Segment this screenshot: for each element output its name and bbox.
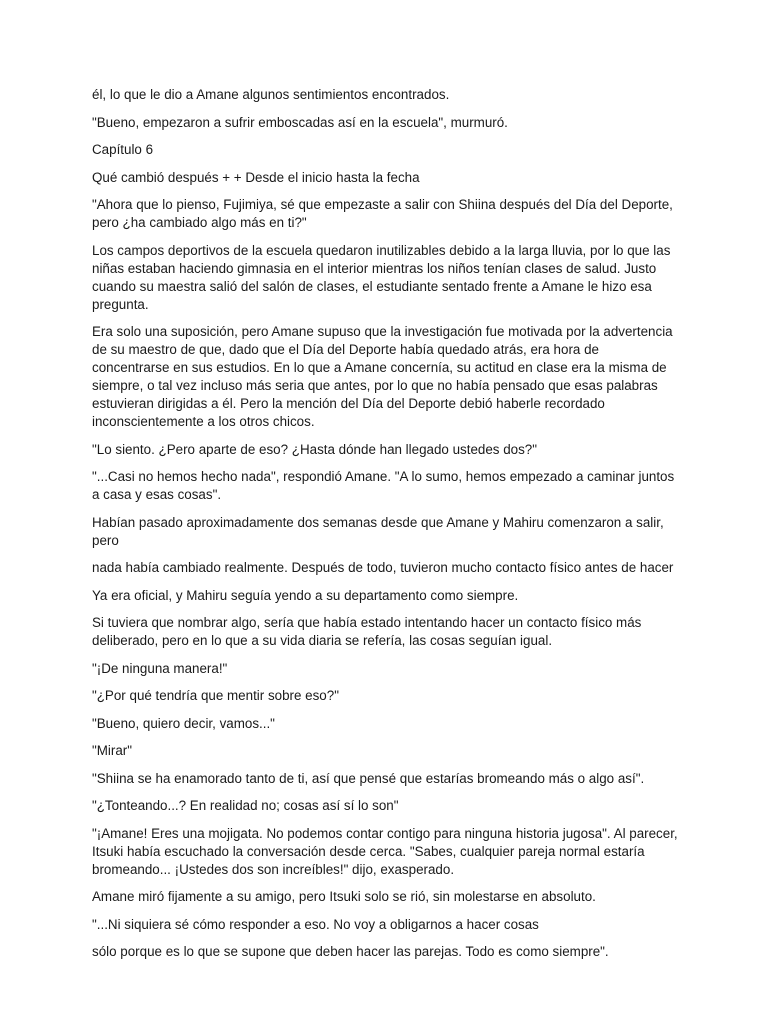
paragraph: "Mirar" bbox=[92, 743, 133, 758]
paragraph: "Ahora que lo pienso, Fujimiya, sé que empezaste a salir con Shiina después del Día del Deporte, pero ¿ha cambiado algo más en ti?" bbox=[92, 197, 673, 230]
paragraph: "...Ni siquiera sé cómo responder a eso. No voy a obligarnos a hacer cosas bbox=[92, 916, 539, 932]
paragraph: Los campos deportivos de la escuela quedaron inutilizables debido a la larga lluvia, por lo que las niñas estaban haciendo gimnasia en el interior mientras los niños tenían clases de salud. Justo cuando su maestra salió del salón de clases, el estudiante sentado frente a Amane le hizo esa pregunta. bbox=[92, 242, 671, 312]
paragraph: él, lo que le dio a Amane algunos sentimientos encontrados. bbox=[92, 87, 450, 102]
paragraph: "¡Amane! Eres una mojigata. No podemos contar contigo para ninguna historia jugosa". Al parecer, Itsuki había escuchado la conversación desde cerca. "Sabes, cualquier pareja normal estaría bromeando... ¡Ustedes dos son increíbles!" dijo, exasperado. bbox=[92, 825, 678, 877]
paragraph: sólo porque es lo que se supone que deben hacer las parejas. Todo es como siempre". bbox=[92, 944, 609, 959]
chapter-heading: Capítulo 6 bbox=[92, 142, 154, 157]
paragraph: Ya era oficial, y Mahiru seguía yendo a su departamento como siempre. bbox=[92, 587, 519, 603]
chapter-subtitle: Qué cambió después + + Desde el inicio hasta la fecha bbox=[92, 169, 420, 185]
paragraph: Habían pasado aproximadamente dos semanas desde que Amane y Mahiru comenzaron a salir, pero bbox=[92, 514, 664, 548]
paragraph: "¡De ninguna manera!" bbox=[92, 660, 228, 676]
paragraph: Amane miró fijamente a su amigo, pero Itsuki solo se rió, sin molestarse en absoluto. bbox=[92, 889, 596, 904]
paragraph: "Bueno, empezaron a sufrir emboscadas así en la escuela", murmuró. bbox=[92, 114, 508, 130]
paragraph: Si tuviera que nombrar algo, sería que había estado intentando hacer un contacto físico más deliberado, pero en lo que a su vida diaria se refería, las cosas seguían igual. bbox=[92, 615, 642, 648]
paragraph: "¿Tonteando...? En realidad no; cosas así sí lo son" bbox=[92, 798, 399, 813]
document-page bbox=[92, 86, 680, 971]
paragraph: "¿Por qué tendría que mentir sobre eso?" bbox=[92, 688, 339, 703]
paragraph: "Shiina se ha enamorado tanto de ti, así que pensé que estarías bromeando más o algo así". bbox=[92, 770, 645, 786]
paragraph: "Bueno, quiero decir, vamos..." bbox=[92, 715, 275, 731]
paragraph: "...Casi no hemos hecho nada", respondió Amane. "A lo sumo, hemos empezado a caminar juntos a casa y esas cosas". bbox=[92, 469, 675, 502]
paragraph: nada había cambiado realmente. Después de todo, tuvieron mucho contacto físico antes de hacer bbox=[92, 560, 674, 575]
paragraph: Era solo una suposición, pero Amane supuso que la investigación fue motivada por la advertencia de su maestro de que, dado que el Día del Deporte había quedado atrás, era hora de concentrarse en sus estudios. En lo que a Amane concernía, su actitud en clase era la misma de siempre, o tal vez incluso más seria que antes, por lo que no había pensado que esas palabras estuvieran dirigidas a él. Pero la mención del Día del Deporte debió haberle recordado inconscientemente a los otros chicos. bbox=[92, 324, 673, 429]
paragraph: "Lo siento. ¿Pero aparte de eso? ¿Hasta dónde han llegado ustedes dos?" bbox=[92, 441, 538, 457]
